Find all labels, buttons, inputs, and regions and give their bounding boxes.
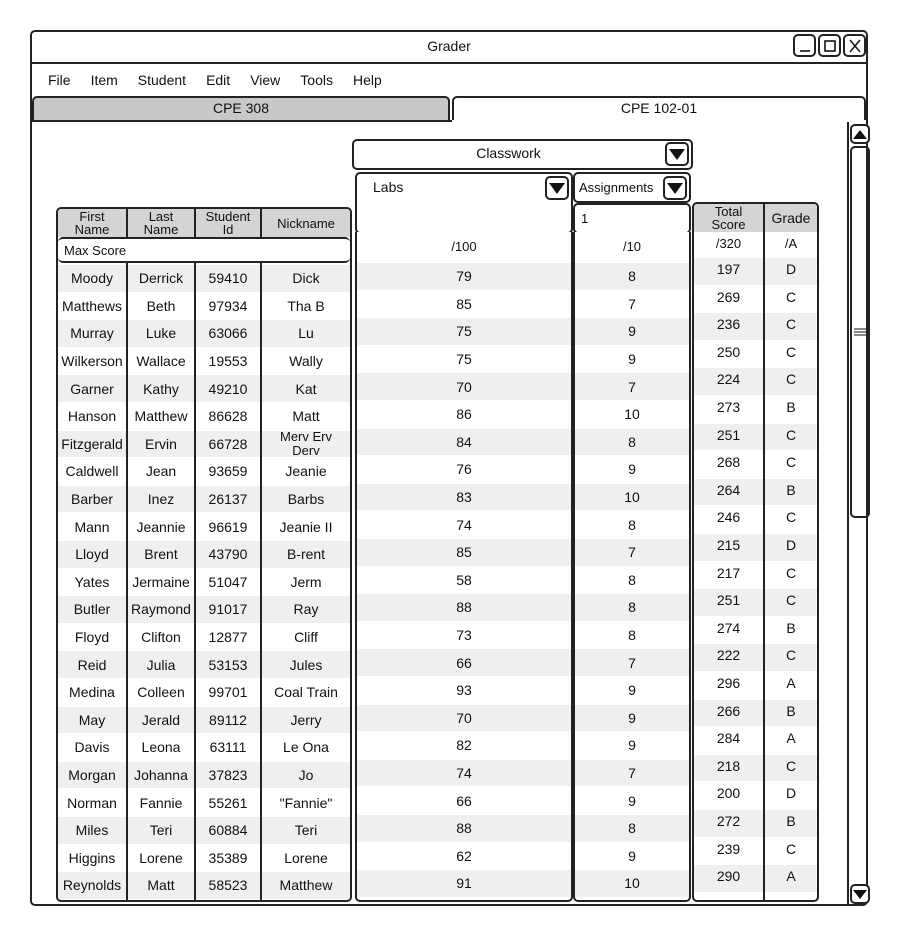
student-id-cell: 97934 <box>208 297 248 314</box>
student-nickname-cell: Jerry <box>262 707 350 734</box>
student-first-cell: Floyd <box>74 629 110 646</box>
total-score-cell: 224 <box>694 368 763 395</box>
student-nickname-cell: Matthew <box>262 872 350 899</box>
student-first-cell: May <box>58 707 126 734</box>
student-last-cell: Jermaine <box>132 573 190 590</box>
minimize-icon <box>798 39 812 53</box>
labs-max-score: /100 <box>451 238 477 254</box>
student-first-cell: Morgan <box>58 762 126 789</box>
student-first-cell: Yates <box>74 573 110 590</box>
student-nickname-cell: Cliff <box>294 629 318 646</box>
student-nickname-cell: Kat <box>262 375 350 402</box>
student-nickname-cell: Jules <box>262 651 350 678</box>
student-id-cell: 91017 <box>196 596 260 623</box>
grade-cell: D <box>785 785 797 802</box>
grade-cell: B <box>765 810 817 837</box>
chevron-down-icon <box>549 183 565 194</box>
assignment-score-cell: 8 <box>575 815 689 842</box>
grade-cell: B <box>786 619 796 636</box>
grade-cell: B <box>786 399 796 415</box>
window-title: Grader <box>427 38 471 54</box>
grade-cell: C <box>785 454 797 471</box>
total-score-cell: 273 <box>716 399 741 415</box>
column-divider <box>126 209 128 900</box>
labs-score-cell: 79 <box>357 263 571 290</box>
window-controls <box>793 34 866 57</box>
labs-score-cell: 70 <box>357 705 571 732</box>
tab-cpe-102-01[interactable]: CPE 102-01 <box>452 96 866 120</box>
total-score-cell: 239 <box>716 840 741 857</box>
student-nickname-cell: Lorene <box>284 849 328 866</box>
column-divider <box>260 209 262 900</box>
labs-score-cell: 93 <box>456 682 472 699</box>
assignment-score-cell: 10 <box>575 484 689 511</box>
labs-score-cell: 86 <box>456 406 472 423</box>
student-first-cell: Lloyd <box>58 541 126 568</box>
student-nickname-cell: Coal Train <box>274 684 338 701</box>
column-divider <box>763 204 765 900</box>
student-first-cell: Medina <box>69 684 115 701</box>
student-last-cell: Julia <box>128 651 194 678</box>
menu-help[interactable]: Help <box>352 72 382 88</box>
vertical-scrollbar[interactable] <box>847 122 867 906</box>
assignment-score-cell: 9 <box>628 351 636 368</box>
student-last-cell: Beth <box>146 297 176 314</box>
student-first-cell: Matthews <box>62 297 122 314</box>
student-nickname-cell: Matt <box>292 408 320 425</box>
menu-item[interactable]: Item <box>90 72 118 88</box>
title-bar <box>32 32 866 64</box>
labs-score-cell: 73 <box>456 627 472 644</box>
student-first-cell: Caldwell <box>65 463 119 480</box>
total-score-cell: 264 <box>694 479 763 506</box>
close-button[interactable] <box>843 34 866 57</box>
assignment-score-cell: 9 <box>575 318 689 345</box>
tab-cpe-308[interactable]: CPE 308 <box>32 96 450 122</box>
student-last-cell: Jeannie <box>136 518 186 535</box>
total-score-cell: 269 <box>716 288 741 305</box>
assignment-score-cell: 10 <box>624 406 640 423</box>
minimize-button[interactable] <box>793 34 816 57</box>
total-score-cell: 215 <box>694 534 763 561</box>
labs-score-cell: 74 <box>456 516 472 533</box>
student-nickname-cell: Ray <box>262 596 350 623</box>
labs-score-cell: 66 <box>357 649 571 676</box>
student-nickname-cell: Merv Erv Derv <box>262 431 350 458</box>
assignment-score-cell: 9 <box>575 705 689 732</box>
grade-cell: A <box>786 675 796 691</box>
assignment-score-cell: 7 <box>575 539 689 566</box>
student-last-cell: Jean <box>145 463 177 480</box>
grade-cell: C <box>765 755 817 782</box>
labs-score-cell: 75 <box>357 318 571 345</box>
student-last-cell: Matthew <box>134 408 188 425</box>
student-nickname-cell: Dick <box>262 265 350 292</box>
arrow-up-icon <box>853 130 867 139</box>
grade-cell: C <box>785 288 797 305</box>
student-id-cell: 53153 <box>196 651 260 678</box>
menu-bar <box>32 64 866 96</box>
max-score-label: Max Score <box>58 237 350 263</box>
menu-student[interactable]: Student <box>137 72 187 88</box>
assignment-score-cell: 7 <box>575 649 689 676</box>
student-first-cell: Norman <box>67 794 117 811</box>
chevron-down-icon <box>669 149 685 160</box>
assignment-score-cell: 9 <box>628 847 636 864</box>
total-score-cell: 266 <box>694 700 763 727</box>
assignments-dropdown-value: Assignments <box>579 180 654 195</box>
student-last-cell: Fannie <box>139 794 183 811</box>
column-divider <box>194 209 196 900</box>
student-id-cell: 51047 <box>208 573 248 590</box>
assignment-max-score: /10 <box>622 238 642 254</box>
maximize-button[interactable] <box>818 34 841 57</box>
total-score-cell: 200 <box>716 785 741 802</box>
student-nickname-cell: B-rent <box>262 541 350 568</box>
student-last-cell: Jerald <box>128 707 194 734</box>
student-nickname-cell: Jeanie II <box>279 518 333 535</box>
header-total-score: Total Score <box>694 204 763 232</box>
grade-max-score: /A <box>784 235 798 251</box>
grade-cell: B <box>765 700 817 727</box>
total-score-cell: 246 <box>716 509 741 526</box>
scroll-down-button[interactable] <box>850 884 870 904</box>
student-id-cell: 58523 <box>196 872 260 899</box>
menu-file[interactable]: File <box>48 72 71 88</box>
student-last-cell: Inez <box>128 486 194 513</box>
labs-dropdown-arrow[interactable] <box>545 176 569 200</box>
menu-edit[interactable]: Edit <box>206 72 231 88</box>
assignment-score-cell: 8 <box>575 263 689 290</box>
grade-cell: A <box>786 730 796 747</box>
assignment-score-cell: 9 <box>628 737 636 754</box>
assignments-dropdown[interactable] <box>573 172 691 203</box>
labs-score-cell: 88 <box>357 594 571 621</box>
labs-score-cell: 74 <box>357 760 571 787</box>
student-nickname-cell: Le Ona <box>283 739 329 756</box>
total-score-cell: 268 <box>716 454 741 471</box>
student-id-cell: 89112 <box>196 707 260 734</box>
student-id-cell: 93659 <box>208 463 248 480</box>
student-first-cell: Wilkerson <box>61 353 123 370</box>
labs-score-cell: 58 <box>456 571 472 588</box>
total-grade-table <box>692 202 819 902</box>
assignment-score-cell: 9 <box>628 682 636 699</box>
assignments-dropdown-arrow[interactable] <box>663 176 687 200</box>
labs-score-cell: 85 <box>456 295 472 312</box>
total-score-cell: 284 <box>716 730 741 747</box>
assignment-score-cell: 8 <box>575 594 689 621</box>
student-nickname-cell: Wally <box>289 353 323 370</box>
student-nickname-cell: Tha B <box>287 297 325 314</box>
grade-cell: D <box>765 534 817 561</box>
labs-score-column <box>355 232 573 902</box>
student-first-cell: Fitzgerald <box>58 431 126 458</box>
student-last-cell: Raymond <box>128 596 194 623</box>
assignment-score-cell: 8 <box>575 429 689 456</box>
total-score-cell: 274 <box>716 619 741 636</box>
assignment-score-cell: 7 <box>628 295 636 312</box>
labs-score-cell: 84 <box>357 429 571 456</box>
student-first-cell: Garner <box>58 375 126 402</box>
total-score-cell: 217 <box>716 564 741 581</box>
header-grade: Grade <box>765 204 817 232</box>
assignment-score-cell: 8 <box>628 516 636 533</box>
close-icon <box>848 39 862 53</box>
total-score-cell: 296 <box>716 675 741 691</box>
labs-score-cell: 66 <box>456 792 472 809</box>
student-first-cell: Reid <box>58 651 126 678</box>
total-score-cell: 250 <box>716 343 741 360</box>
student-id-cell: 35389 <box>208 849 248 866</box>
student-last-cell: Matt <box>128 872 194 899</box>
student-first-cell: Moody <box>58 265 126 292</box>
student-last-cell: Lorene <box>139 849 183 866</box>
total-score-cell: 218 <box>694 755 763 782</box>
student-nickname-cell: Jerm <box>290 573 322 590</box>
student-id-cell: 63066 <box>196 320 260 347</box>
assignment-score-cell: 10 <box>575 870 689 897</box>
grade-cell: A <box>765 865 817 892</box>
student-last-cell: Kathy <box>128 375 194 402</box>
assignment-score-cell: 7 <box>575 760 689 787</box>
student-id-cell: 99701 <box>208 684 248 701</box>
header-last-name: Last Name <box>128 209 194 237</box>
grade-cell: C <box>765 424 817 451</box>
labs-dropdown[interactable] <box>355 172 573 234</box>
grade-cell: C <box>765 313 817 340</box>
student-first-cell: Miles <box>58 817 126 844</box>
total-score-cell: 222 <box>694 644 763 671</box>
scroll-up-button[interactable] <box>850 124 870 144</box>
student-nickname-cell: Lu <box>262 320 350 347</box>
total-score-cell: 251 <box>694 589 763 616</box>
labs-score-cell: 82 <box>456 737 472 754</box>
labs-score-cell: 62 <box>456 847 472 864</box>
total-max-score: /320 <box>715 235 742 251</box>
total-score-cell: 272 <box>694 810 763 837</box>
assignment-number-field[interactable] <box>573 203 691 234</box>
student-last-cell: Colleen <box>137 684 185 701</box>
category-dropdown[interactable] <box>352 139 693 170</box>
student-last-cell: Teri <box>128 817 194 844</box>
header-student-id: Student Id <box>196 209 260 237</box>
student-first-cell: Reynolds <box>58 872 126 899</box>
student-id-cell: 49210 <box>196 375 260 402</box>
student-first-cell: Mann <box>74 518 110 535</box>
student-nickname-cell: Jo <box>262 762 350 789</box>
category-dropdown-value: Classwork <box>476 145 541 161</box>
student-id-cell: 60884 <box>196 817 260 844</box>
student-id-cell: 19553 <box>208 353 248 370</box>
student-nickname-cell: Jeanie <box>285 463 327 480</box>
labs-score-cell: 70 <box>357 373 571 400</box>
assignment-score-cell: 8 <box>628 627 636 644</box>
student-first-cell: Davis <box>74 739 110 756</box>
grade-cell: C <box>785 840 797 857</box>
grade-cell: D <box>765 258 817 285</box>
grade-cell: C <box>785 509 797 526</box>
student-first-cell: Hanson <box>67 408 117 425</box>
student-id-cell: 63111 <box>209 739 247 756</box>
grade-cell: C <box>765 368 817 395</box>
grade-cell: C <box>765 589 817 616</box>
grade-cell: C <box>765 644 817 671</box>
header-first-name: First Name <box>58 209 126 237</box>
assignment-score-cell: 9 <box>628 461 636 478</box>
student-first-cell: Barber <box>58 486 126 513</box>
student-id-cell: 43790 <box>196 541 260 568</box>
student-info-table <box>56 207 352 902</box>
arrow-down-icon <box>853 890 867 899</box>
student-id-cell: 66728 <box>196 431 260 458</box>
assignment-score-cell: 8 <box>628 571 636 588</box>
assignment-score-cell: 7 <box>575 373 689 400</box>
student-id-cell: 59410 <box>196 265 260 292</box>
student-nickname-cell: Teri <box>262 817 350 844</box>
scroll-thumb[interactable] <box>850 146 870 518</box>
assignments-score-column <box>573 232 691 902</box>
student-last-cell: Clifton <box>141 629 181 646</box>
total-score-cell: 197 <box>694 258 763 285</box>
labs-score-cell: 75 <box>456 351 472 368</box>
grade-cell: B <box>765 479 817 506</box>
labs-score-cell: 88 <box>357 815 571 842</box>
student-id-cell: 37823 <box>196 762 260 789</box>
student-id-cell: 96619 <box>208 518 248 535</box>
student-id-cell: 86628 <box>208 408 248 425</box>
labs-score-cell: 85 <box>357 539 571 566</box>
student-first-cell: Butler <box>58 596 126 623</box>
grader-window <box>30 30 868 906</box>
student-id-cell: 55261 <box>208 794 248 811</box>
labs-score-cell: 83 <box>357 484 571 511</box>
labs-score-cell: 76 <box>456 461 472 478</box>
student-last-cell: Wallace <box>136 353 186 370</box>
maximize-icon <box>823 39 837 53</box>
student-nickname-cell: "Fannie" <box>279 794 333 811</box>
menu-tools[interactable]: Tools <box>300 72 333 88</box>
labs-score-cell: 91 <box>357 870 571 897</box>
category-dropdown-arrow[interactable] <box>665 142 689 166</box>
assignment-number-value: 1 <box>581 211 589 226</box>
course-tabs <box>32 96 866 122</box>
student-last-cell: Ervin <box>128 431 194 458</box>
total-score-cell: 251 <box>694 424 763 451</box>
student-nickname-cell: Barbs <box>262 486 350 513</box>
student-last-cell: Brent <box>128 541 194 568</box>
student-id-cell: 26137 <box>196 486 260 513</box>
chevron-down-icon <box>667 183 683 194</box>
assignment-score-cell: 9 <box>628 792 636 809</box>
student-first-cell: Higgins <box>68 849 116 866</box>
menu-view[interactable]: View <box>250 72 281 88</box>
labs-dropdown-value: Labs <box>373 179 404 195</box>
total-score-cell: 290 <box>694 865 763 892</box>
grade-cell: C <box>785 564 797 581</box>
student-last-cell: Leona <box>141 739 181 756</box>
student-id-cell: 12877 <box>208 629 248 646</box>
grade-cell: C <box>785 343 797 360</box>
student-last-cell: Derrick <box>128 265 194 292</box>
header-nickname: Nickname <box>262 209 350 237</box>
total-score-cell: 236 <box>694 313 763 340</box>
student-last-cell: Johanna <box>128 762 194 789</box>
student-last-cell: Luke <box>128 320 194 347</box>
grip-icon <box>854 327 866 337</box>
student-first-cell: Murray <box>58 320 126 347</box>
